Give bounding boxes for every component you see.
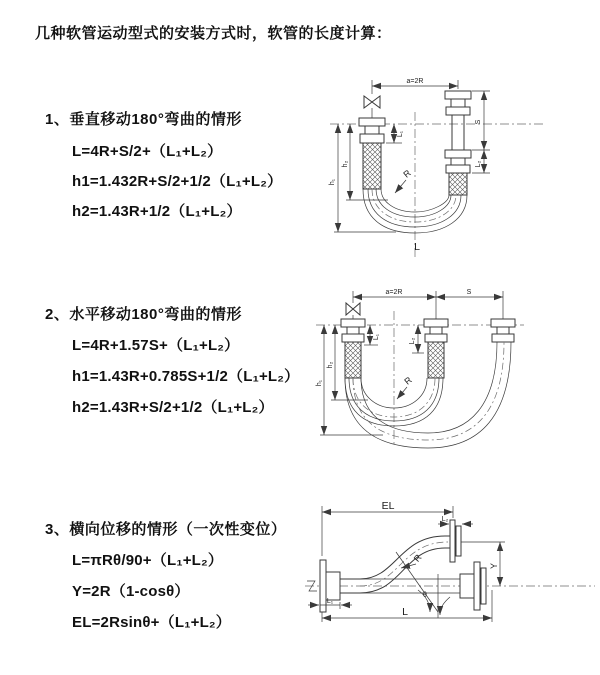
dim-y-label: Y xyxy=(489,562,499,570)
dim-l2-label: L₂ xyxy=(475,160,482,168)
radius-label: R xyxy=(411,552,424,564)
dim-h1-label: h₁ xyxy=(329,178,336,186)
section-3-heading: 3、横向位移的情形（一次性变位） xyxy=(45,521,287,538)
radius-leader xyxy=(397,387,407,399)
dim-h2-label: h₂ xyxy=(327,361,334,369)
formula: h2=1.43R+S/2+1/2（L₁+L₂） xyxy=(72,399,274,416)
formula: h2=1.43R+1/2（L₁+L₂） xyxy=(72,203,242,220)
page-title: 几种软管运动型式的安装方式时，软管的长度计算： xyxy=(35,25,392,42)
dim-l1-label: L₁ xyxy=(326,598,334,605)
formula: L=πRθ/90+（L₁+L₂） xyxy=(72,552,224,569)
formula: L=4R+S/2+（L₁+L₂） xyxy=(72,143,223,160)
valve-icon xyxy=(364,96,380,118)
dim-a2r-label: a=2R xyxy=(406,78,424,85)
diagram-vertical-move-180-bend xyxy=(310,72,600,260)
dim-h2-label: h₂ xyxy=(342,160,349,168)
section-2-heading: 2、水平移动180°弯曲的情形 xyxy=(45,306,242,323)
angle-theta-label: θ xyxy=(423,592,427,599)
radius-leader xyxy=(395,180,406,193)
section-1-heading: 1、垂直移动180°弯曲的情形 xyxy=(45,111,242,128)
braided-hose xyxy=(345,342,361,378)
middle-fitting xyxy=(424,319,448,378)
radius-label: R xyxy=(401,167,413,180)
diagram-lateral-displacement xyxy=(300,498,600,640)
braided-hose xyxy=(363,143,381,189)
dim-l-label: L xyxy=(402,606,408,618)
dim-s-label: S xyxy=(466,289,472,296)
upper-flange xyxy=(450,520,461,562)
radius-label: R xyxy=(402,374,414,387)
dim-s-label: S xyxy=(475,119,482,125)
formula: EL=2Rsinθ+（L₁+L₂） xyxy=(72,614,231,631)
dim-el-label: EL xyxy=(381,500,395,512)
formula: h1=1.43R+0.785S+1/2（L₁+L₂） xyxy=(72,368,300,385)
right-fitting xyxy=(491,319,515,342)
dim-l1-label: L₁ xyxy=(397,130,404,138)
dim-l2-label: L₂ xyxy=(441,516,449,523)
left-fitting xyxy=(359,118,385,189)
valve-icon xyxy=(346,303,360,315)
formula: Y=2R（1-cosθ） xyxy=(72,583,190,600)
braided-hose xyxy=(428,342,444,378)
formula: h1=1.432R+S/2+1/2（L₁+L₂） xyxy=(72,173,283,190)
dim-l2-label: L₂ xyxy=(409,337,416,345)
diagram-horizontal-move-180-bend xyxy=(308,283,600,458)
formula: L=4R+1.57S+（L₁+L₂） xyxy=(72,337,240,354)
dim-l1-label: L₁ xyxy=(373,333,380,341)
dim-h1-label: h₁ xyxy=(316,379,323,387)
dim-a2r-label: a=2R xyxy=(385,289,403,296)
left-fitting xyxy=(341,319,365,378)
braided-hose xyxy=(449,173,467,195)
right-fitting xyxy=(445,91,471,195)
length-label: L xyxy=(414,241,420,253)
